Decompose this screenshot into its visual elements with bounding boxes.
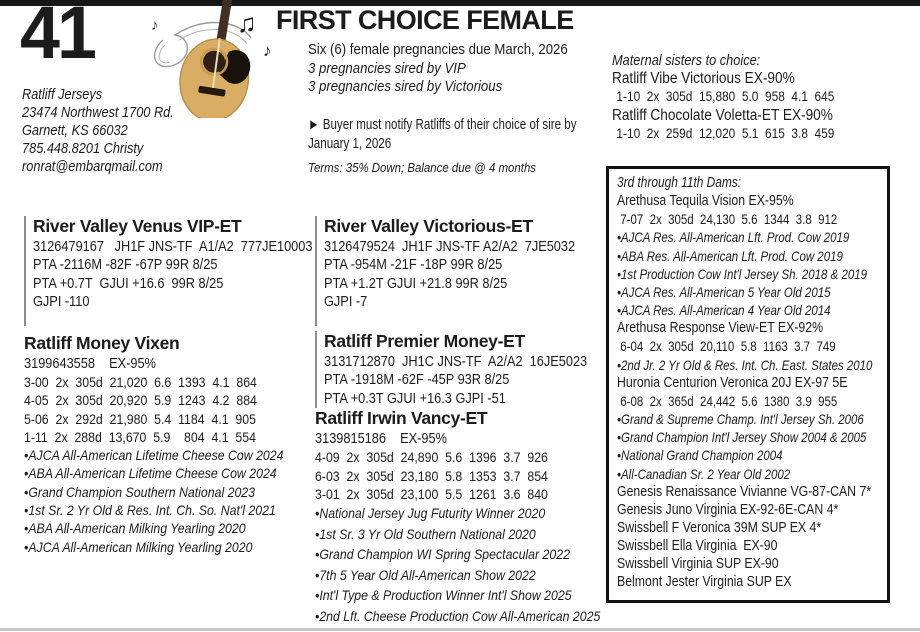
honor-line: •AJCA All-American Milking Yearling 2020 [24,538,253,555]
dam-block-premier-money [315,331,639,408]
honor-line: •Grand Champion Southern National 2023 [24,483,256,500]
dam-id-line: 3199643558 EX-95% [24,356,156,372]
pedigree-line: •AJCA Res. All-American 4 Year Old 2014 [617,302,831,319]
svg-text:♪: ♪ [151,17,159,34]
dam-id-line: 3139815186 EX-95% [315,431,447,448]
dam-name: Ratliff Premier Money-ET [324,331,525,351]
pedigree-line: PTA +0.7T GJUI +16.6 99R 8/25 [33,275,224,292]
honor-line: •Grand Champion WI Spring Spectacular 2022 [315,546,570,563]
dam-block-money-vixen [24,333,319,556]
pedigree-line: Swissbell F Veronica 39M SUP EX 4* [617,518,822,536]
dam-name: Ratliff Irwin Vancy-ET [315,408,488,429]
lot-number: 41 [20,0,95,74]
lactation-record: 4-09 2x 305d 24,890 5.6 1396 3.7 926 [315,449,548,466]
consignor-line: Garnett, KS 66032 [22,123,128,139]
extended-pedigree-lines [617,192,879,591]
pedigree-line: •2nd Jr. 2 Yr Old & Res. Int. Ch. East. States 2010 [617,356,873,373]
honor-line: •2nd Lft. Cheese Production Cow All-American 2025 [315,608,601,624]
pedigree-line: PTA +0.3T GJUI +16.3 GJPI -51 [324,390,506,407]
maternal-sister-record: 1-10 2x 259d 12,020 5.1 615 3.8 459 [616,125,835,141]
honor-line: •ABA All-American Milking Yearling 2020 [24,520,246,537]
consignor-line: 23474 Northwest 1700 Rd. [22,105,174,121]
maternal-sister-name: Ratliff Vibe Victorious EX-90% [612,70,795,88]
pedigree-line: GJPI -110 [33,294,90,311]
dam-show-honors [24,446,319,556]
lactation-record: 1-11 2x 288d 13,670 5.9 804 4.1 554 [24,428,256,445]
sire-pedigree-data [33,238,351,312]
pedigree-line: 3131712870 JH1C JNS-TF A2/A2 16JE5023 [324,354,588,370]
offering-summary: Six (6) female pregnancies due March, 2026 [308,41,568,58]
sale-terms: Terms: 35% Down; Balance due @ 4 months [308,160,537,175]
pedigree-line: PTA -2116M -82F -67P 99R 8/25 [33,257,218,274]
bottom-divider-line [0,628,920,631]
pedigree-line: •AJCA Res. All-American 5 Year Old 2015 [617,283,831,300]
consignor-line: Ratliff Jerseys [22,87,103,103]
pedigree-line: Huronia Centurion Veronica 20J EX-97 5E [617,373,848,391]
pedigree-line: •Grand Champion Int'l Jersey Show 2004 & 2005 [617,429,867,446]
pedigree-line: •Grand & Supreme Champ. Int'l Jersey Sh. 2006 [617,411,864,428]
honor-line: •National Jersey Jug Futurity Winner 2020 [315,505,546,522]
honor-line: •1st Sr. 2 Yr Old & Res. Int. Ch. So. Nat'l 2021 [24,501,276,518]
honor-line: •AJCA All-American Lifetime Cheese Cow 2024 [24,447,284,464]
pedigree-line: Arethusa Response View-ET EX-92% [617,319,824,337]
lactation-record: 4-05 2x 305d 20,920 5.9 1243 4.2 884 [24,392,257,409]
dam-lactation-records [24,373,319,446]
consignor-line: ronrat@embarqmail.com [22,159,163,175]
dam-lactation-records [315,448,639,503]
offering-sire-split: 3 pregnancies sired by VIP [308,59,466,77]
dam-pedigree-data [324,353,639,408]
extended-pedigree-heading: 3rd through 11th Dams: [617,175,742,191]
pedigree-line: 3126479524 JH1F JNS-TF A2/A2 7JE5032 [324,239,576,255]
buyer-notice-line [308,116,577,135]
honor-line: •1st Sr. 3 Yr Old Southern National 2020 [315,525,536,542]
maternal-sisters-section [612,52,865,143]
maternal-sisters-heading: Maternal sisters to choice: [612,53,761,69]
pedigree-line: 6-08 2x 365d 24,442 5.6 1380 3.9 955 [620,392,838,409]
pedigree-line: •AJCA Res. All-American Lft. Prod. Cow 2019 [617,229,850,246]
maternal-sister-name: Ratliff Chocolate Voletta-ET EX-90% [612,106,833,124]
pedigree-line: •National Grand Champion 2004 [617,447,783,464]
svg-text:♪: ♪ [263,41,272,60]
pedigree-line: Genesis Juno Virginia EX-92-6E-CAN 4* [617,500,839,518]
pedigree-line: •ABA Res. All-American Lft. Prod. Cow 2019 [617,247,843,264]
dam-show-honors [315,503,639,627]
honor-line: •Int'l Type & Production Winner Int'l Show 2025 [315,587,572,604]
page-title: FIRST CHOICE FEMALE [276,5,574,35]
pedigree-line: PTA -1918M -62F -45P 93R 8/25 [324,372,510,389]
extended-pedigree-box [606,166,890,603]
buyer-notice-text: Buyer must notify Ratliffs of their choice of sire by [322,117,577,133]
sire-pedigree-data [324,238,609,312]
pedigree-line: •1st Production Cow Int'l Jersey Sh. 2018 & 2019 [617,265,867,282]
pedigree-line: •All-Canadian Sr. 2 Year Old 2002 [617,465,791,482]
lactation-record: 3-01 2x 305d 23,100 5.5 1261 3.6 840 [315,485,548,502]
sire-name: River Valley Victorious-ET [324,216,533,236]
lactation-record: 6-03 2x 305d 23,180 5.8 1353 3.7 854 [315,467,548,484]
middle-pedigree-column [315,331,639,627]
pedigree-line: 3126479167 JH1F JNS-TF A1/A2 777JE10003 [33,239,313,255]
sire-block-vip [24,216,351,326]
pedigree-line: GJPI -7 [324,294,368,311]
sire-name: River Valley Venus VIP-ET [33,216,242,236]
pedigree-line: PTA -954M -21F -18P 99R 8/25 [324,257,503,274]
pedigree-line: 6-04 2x 305d 20,110 5.8 1163 3.7 749 [620,338,836,355]
dam-block-irwin-vancy [315,408,639,626]
pedigree-line: Belmont Jester Virginia SUP EX [617,573,792,591]
pedigree-line: Swissbell Ella Virginia EX-90 [617,537,778,555]
offering-sire-split: 3 pregnancies sired by Victorious [308,78,503,95]
svg-text:♫: ♫ [237,8,257,38]
pedigree-line: Genesis Renaissance Vivianne VG-87-CAN 7* [617,482,872,500]
pedigree-line: 7-07 2x 305d 24,130 5.6 1344 3.8 912 [620,211,838,228]
buyer-notice [308,116,644,154]
honor-line: •7th 5 Year Old All-American Show 2022 [315,566,536,583]
offering-summary-section [308,41,603,97]
lactation-record: 5-06 2x 292d 21,980 5.4 1184 4.1 905 [24,410,256,427]
dam-name: Ratliff Money Vixen [24,333,180,353]
sire-block-victorious [315,216,609,326]
pedigree-line: Arethusa Tequila Vision EX-95% [617,192,794,210]
honor-line: •ABA All-American Lifetime Cheese Cow 2024 [24,465,277,482]
lactation-record: 3-00 2x 305d 21,020 6.6 1393 4.1 864 [24,374,257,391]
consignor-info [22,86,195,176]
consignor-line: 785.448.8201 Christy [22,141,144,157]
right-arrow-icon: ► [308,117,323,133]
pedigree-line: PTA +1.2T GJUI +21.8 99R 8/25 [324,275,508,292]
pedigree-line: Swissbell Virginia SUP EX-90 [617,555,779,573]
buyer-notice-line: January 1, 2026 [308,136,392,152]
maternal-sister-record: 1-10 2x 305d 15,880 5.0 958 4.1 645 [616,89,835,105]
